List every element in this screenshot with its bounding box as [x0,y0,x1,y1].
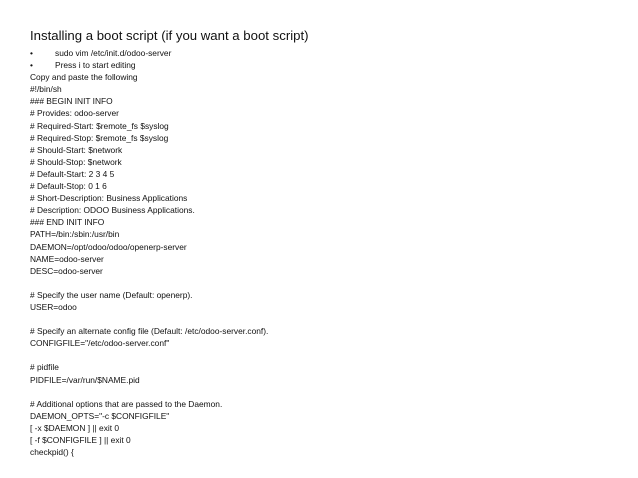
bullet-text: sudo vim /etc/init.d/odoo-server [55,48,172,58]
bullet-item [30,59,620,71]
script-line: DAEMON_OPTS="-c $CONFIGFILE" [30,410,170,421]
script-line: ### END INIT INFO [30,217,105,228]
script-line: CONFIGFILE="/etc/odoo-server.conf" [30,338,170,349]
script-text-block [30,71,620,458]
bullet-marker: • [30,60,33,71]
script-line: #!/bin/sh [30,84,62,95]
script-line: NAME=odoo-server [30,253,104,264]
script-line: [ -x $DAEMON ] || exit 0 [30,422,120,433]
script-line: # Required-Start: $remote_fs $syslog [30,120,169,131]
script-line: checkpid() { [30,447,74,458]
script-line: # Should-Stop: $network [30,156,122,167]
script-line: # Provides: odoo-server [30,108,119,119]
script-line: PATH=/bin:/sbin:/usr/bin [30,229,120,240]
script-line: # Specify the user name (Default: openerp). [30,289,193,300]
script-line: # Short-Description: Business Applications [30,193,188,204]
script-line: # Additional options that are passed to the Daemon. [30,398,223,409]
script-line: # Default-Stop: 0 1 6 [30,181,107,192]
script-line: USER=odoo [30,301,77,312]
bullet-text: Press i to start editing [55,60,136,71]
bullet-marker: • [30,48,33,58]
bullet-item [30,47,620,59]
slide-title: Installing a boot script (if you want a boot script) [30,28,309,43]
slide-content [30,27,620,458]
script-line: Copy and paste the following [30,72,138,83]
script-line: # Default-Start: 2 3 4 5 [30,168,115,179]
script-line: PIDFILE=/var/run/$NAME.pid [30,374,140,385]
script-line: # pidfile [30,362,59,373]
script-line: ### BEGIN INIT INFO [30,96,113,107]
script-line: # Required-Stop: $remote_fs $syslog [30,132,169,143]
script-line: DESC=odoo-server [30,265,103,276]
script-line [30,313,620,325]
script-line [30,349,620,361]
script-line: DAEMON=/opt/odoo/odoo/openerp-server [30,241,187,252]
script-line [30,386,620,398]
script-line: [ -f $CONFIGFILE ] || exit 0 [30,435,131,445]
script-line [30,277,620,289]
script-line: # Specify an alternate config file (Default: /etc/odoo-server.conf). [30,326,269,337]
script-line: # Should-Start: $network [30,144,123,155]
script-line: # Description: ODOO Business Applications. [30,205,195,216]
